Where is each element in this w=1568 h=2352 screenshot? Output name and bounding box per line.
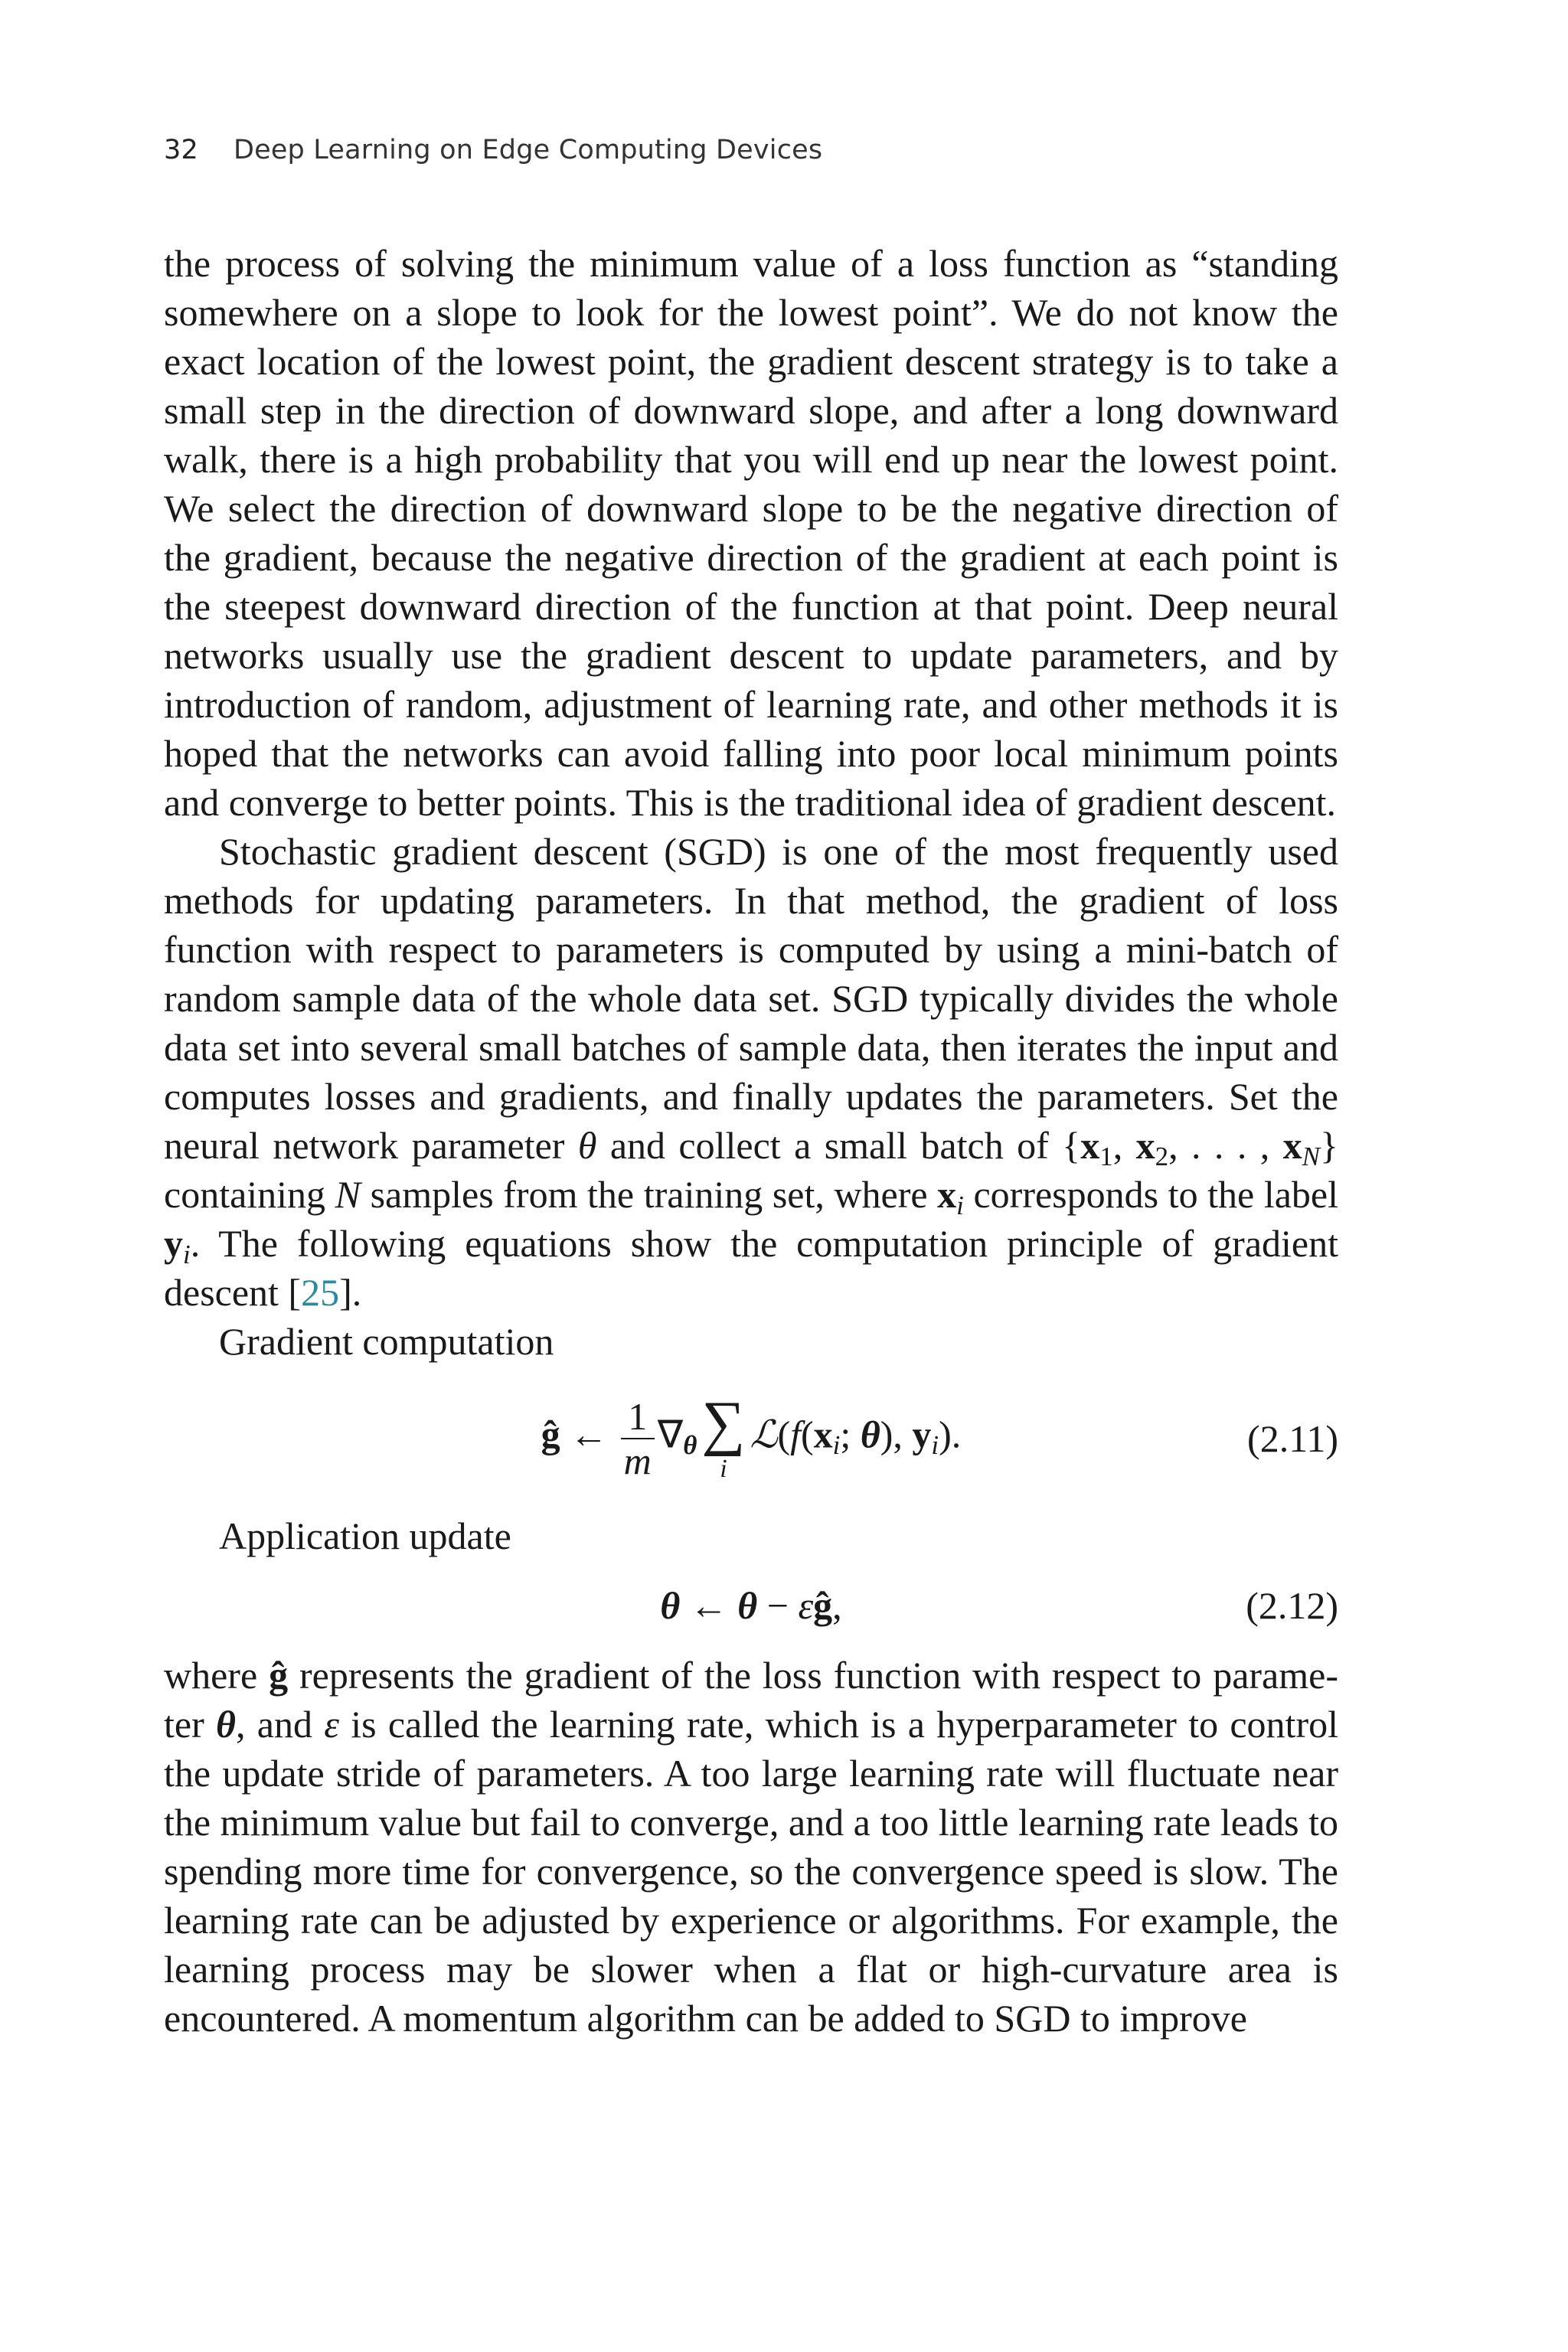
fraction-one-over-m: [621, 1395, 655, 1482]
page-number: 32: [164, 135, 198, 165]
equation-number-2-11: (2.11): [1247, 1417, 1338, 1460]
semicolon: ;: [840, 1413, 861, 1456]
left-arrow: ←: [680, 1584, 738, 1627]
paren-open: (: [801, 1413, 814, 1456]
n-symbol: N: [335, 1173, 361, 1216]
equation-2-11: [164, 1366, 1338, 1511]
running-head: [164, 135, 822, 165]
equation-number-2-12: (2.12): [1246, 1584, 1338, 1627]
x-symbol: x: [1282, 1124, 1302, 1167]
subscript-i: i: [931, 1430, 939, 1461]
fraction-numerator: 1: [621, 1395, 655, 1439]
sgd-text-4: samples from the training set, where: [361, 1173, 938, 1216]
lr-text-4: is called the learning rate, which is a hyperparameter to control the update stride of parameters. A too large learning rate will fluctuate near the minimum value but fail to converge, and a too little learning rate leads to spending more time for convergence, so the convergence speed is slow. The learning rate can be adjusted by experience or algorithms. For example, the learning process may be slower when a flat or high-curvature area is encountered. A momentum algorithm can be added to SGD to improve: [164, 1703, 1338, 2040]
comma: ,: [832, 1584, 842, 1627]
label-application-update: Application update: [219, 1514, 511, 1557]
epsilon-symbol: ε: [324, 1703, 339, 1746]
subscript-i: i: [183, 1239, 191, 1269]
y-symbol: y: [164, 1222, 183, 1265]
book-title: Deep Learning on Edge Computing Devices: [233, 135, 823, 165]
paren-close: ).: [939, 1413, 962, 1456]
paragraph-sgd: [164, 827, 1338, 1317]
minus-sign: −: [757, 1584, 799, 1627]
subscript-n: N: [1302, 1141, 1321, 1171]
sigma-symbol: ∑: [701, 1390, 746, 1457]
sgd-text-3: } containing: [164, 1124, 1339, 1216]
g-hat-symbol: ĝ: [541, 1413, 560, 1456]
left-arrow: ←: [560, 1413, 618, 1456]
theta-symbol: θ: [577, 1124, 597, 1167]
subscript-i: i: [832, 1430, 841, 1461]
summation: [701, 1390, 746, 1485]
subscript-1: 1: [1099, 1141, 1113, 1171]
nabla-subscript-theta: θ: [683, 1430, 697, 1461]
subscript-2: 2: [1155, 1141, 1169, 1171]
separator: ,: [1112, 1124, 1136, 1167]
sgd-text-6: . The following equations show the computation principle of gradient descent [: [164, 1222, 1338, 1314]
paren-close-inner: ),: [880, 1413, 913, 1456]
equation-gradient: [164, 1390, 1338, 1485]
theta-bold-symbol: θ: [216, 1703, 236, 1746]
lr-text-2: represents the gradient of the loss function with respect to parameter: [164, 1654, 1338, 1746]
epsilon-symbol: ε: [798, 1584, 814, 1627]
x-symbol: x: [1135, 1124, 1155, 1167]
label-gradient-computation: Gradient computation: [219, 1320, 554, 1363]
sgd-text-5: corresponds to the label: [963, 1173, 1338, 1216]
body-text: [164, 239, 1338, 2043]
nabla-symbol: ∇: [657, 1413, 684, 1456]
y-bold-symbol: y: [912, 1413, 932, 1456]
paragraph-gradient-descent-intro: the process of solving the minimum value of a loss function as “standing somewhere on a slope to look for the lowest point”. We do not know the exact location of the lowest point, the gradient descent strategy is to take a small step in the direction of downward slope, and after a long downward walk, there is a high probability that you will end up near the lowest point. We select the direction of downward slope to be the negative direction of the gradient, because the negative direction of the gradient at each point is the steepest downward direction of the function at that point. Deep neural networks usually use the gradient descent to update parameters, and by introduction of random, adjustment of learning rate, and other methods it is hoped that the networks can avoid falling into poor local minimum points and converge to better points. This is the traditional idea of gradient descent.: [164, 242, 1338, 824]
sgd-text-7: ].: [339, 1271, 362, 1314]
equation-2-12: [164, 1560, 1338, 1651]
paragraph-learning-rate: [164, 1651, 1338, 2043]
x-symbol: x: [937, 1173, 957, 1216]
paren-open: (: [777, 1413, 791, 1456]
subscript-i: i: [956, 1190, 964, 1220]
x-bold-symbol: x: [813, 1413, 833, 1456]
g-hat-symbol: ĝ: [813, 1584, 833, 1627]
theta-bold-symbol: θ: [860, 1413, 880, 1456]
equation-update: [164, 1581, 1338, 1630]
sum-index: i: [720, 1455, 727, 1483]
g-hat-symbol: ĝ: [269, 1654, 289, 1697]
f-symbol: f: [790, 1413, 802, 1456]
citation-link-25[interactable]: 25: [301, 1271, 340, 1314]
lr-text-1: where: [164, 1654, 270, 1697]
theta-bold-symbol: θ: [737, 1584, 758, 1627]
sgd-text-2: and collect a small batch of {: [596, 1124, 1081, 1167]
fraction-denominator: m: [623, 1439, 652, 1482]
ellipsis: , . . . ,: [1168, 1124, 1283, 1167]
sgd-text-1: Stochastic gradient descent (SGD) is one of the most frequently used methods for updating parameters. In that method, the gradient of loss function with respect to parameters is computed by using a mini-batch of random sample data of the whole data set. SGD typically divides the whole data set into several small batches of sample data, then iterates the input and computes losses and gradients, and finally updates the parameters. Set the neural network parameter: [164, 830, 1338, 1167]
loss-symbol: ℒ: [750, 1412, 778, 1457]
theta-bold-symbol: θ: [660, 1584, 681, 1627]
x-symbol: x: [1080, 1124, 1100, 1167]
lr-text-3: , and: [235, 1703, 325, 1746]
